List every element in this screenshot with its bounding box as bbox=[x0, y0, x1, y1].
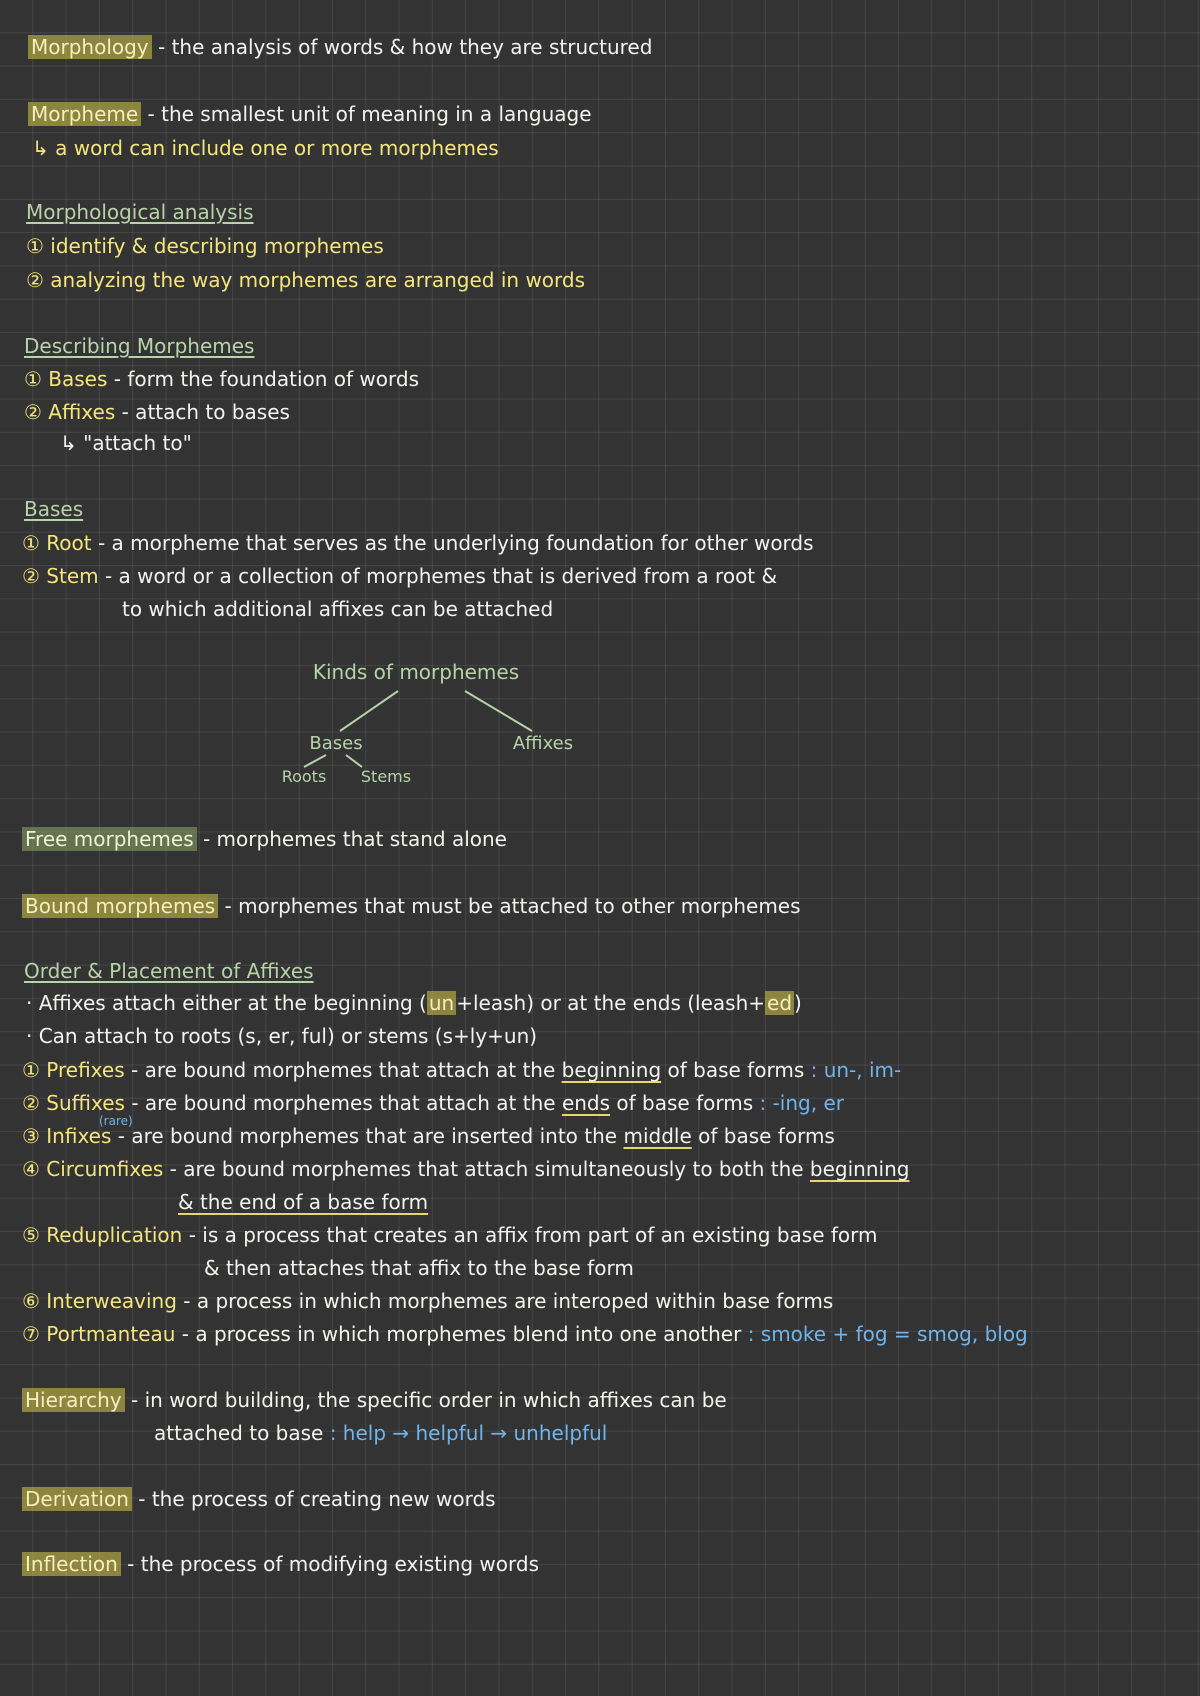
def-stem: - a word or a collection of morphemes that is derived from a root & bbox=[104, 564, 778, 588]
interweaving-line bbox=[22, 1288, 833, 1314]
heading-describing-morphemes: Describing Morphemes bbox=[24, 334, 255, 358]
example-ed: ed bbox=[767, 991, 793, 1015]
describing-note: ↳ "attach to" bbox=[60, 431, 192, 455]
underline-ends: ends bbox=[561, 1091, 611, 1115]
example-prefixes: : un-, im- bbox=[810, 1058, 902, 1082]
inflection-line bbox=[22, 1551, 539, 1577]
bases-root bbox=[22, 530, 814, 556]
suffixes-line bbox=[22, 1090, 844, 1116]
def-infixes-a: - are bound morphemes that are inserted into the bbox=[117, 1124, 624, 1148]
bases-stem bbox=[22, 563, 777, 589]
tree-edge-roots bbox=[304, 755, 326, 767]
def-hierarchy-2: attached to base bbox=[154, 1421, 324, 1445]
morpheme-note: ↳ a word can include one or more morphemes bbox=[32, 136, 499, 160]
term-interweaving: ⑥ Interweaving bbox=[22, 1289, 177, 1313]
def-root: - a morpheme that serves as the underlying foundation for other words bbox=[97, 531, 814, 555]
reduplication-continued: & then attaches that affix to the base form bbox=[204, 1256, 634, 1280]
reduplication-line bbox=[22, 1222, 878, 1248]
tree-edge-bases bbox=[340, 691, 398, 731]
example-un: un bbox=[428, 991, 455, 1015]
term-bound-morphemes: Bound morphemes bbox=[22, 894, 218, 918]
term-prefixes: ① Prefixes bbox=[22, 1058, 125, 1082]
bound-morphemes-line bbox=[22, 893, 801, 919]
term-infixes: ③ Infixes bbox=[22, 1124, 112, 1148]
kinds-of-morphemes-diagram bbox=[260, 655, 600, 795]
term-hierarchy: Hierarchy bbox=[22, 1388, 125, 1412]
example-portmanteau: : smoke + fog = smog, blog bbox=[747, 1322, 1028, 1346]
morpheme-line bbox=[28, 101, 592, 127]
term-root: ① Root bbox=[22, 531, 92, 555]
infixes-rare-note: (rare) bbox=[99, 1114, 133, 1128]
tree-affixes-label: Affixes bbox=[512, 733, 574, 754]
underline-circumfix-beginning: beginning bbox=[809, 1157, 910, 1181]
hierarchy-line bbox=[22, 1387, 727, 1413]
order-bullet-2: · Can attach to roots (s, er, ful) or stems (s+ly+un) bbox=[26, 1024, 538, 1048]
def-prefixes-a: - are bound morphemes that attach at the bbox=[131, 1058, 562, 1082]
def-suffixes-b: of base forms bbox=[610, 1091, 754, 1115]
underline-beginning: beginning bbox=[561, 1058, 662, 1082]
tree-edge-stems bbox=[346, 755, 362, 767]
order-b1-text-c: ) bbox=[794, 991, 802, 1015]
def-inflection: - the process of modifying existing words bbox=[127, 1552, 540, 1576]
prefixes-line bbox=[22, 1057, 901, 1083]
def-circumfixes-a: - are bound morphemes that attach simultaneously to both the bbox=[169, 1157, 810, 1181]
def-bound-morphemes: - morphemes that must be attached to other morphemes bbox=[224, 894, 801, 918]
order-b1-text-a: · Affixes attach either at the beginning ( bbox=[26, 991, 427, 1015]
term-affixes: ② Affixes bbox=[24, 400, 116, 424]
def-free-morphemes: - morphemes that stand alone bbox=[202, 827, 507, 851]
def-morphology: - the analysis of words & how they are structured bbox=[158, 35, 653, 59]
term-reduplication: ⑤ Reduplication bbox=[22, 1223, 183, 1247]
infixes-line bbox=[22, 1123, 835, 1149]
order-bullet-1 bbox=[26, 990, 802, 1016]
underline-middle: middle bbox=[623, 1124, 692, 1148]
underline-end-of-base: & the end of a base form bbox=[178, 1190, 429, 1214]
term-circumfixes: ④ Circumfixes bbox=[22, 1157, 164, 1181]
tree-stems-label: Stems bbox=[360, 767, 412, 786]
tree-root-label: Kinds of morphemes bbox=[312, 660, 520, 684]
circumfixes-line bbox=[22, 1156, 909, 1182]
order-b1-text-b: +leash) or at the ends (leash+ bbox=[456, 991, 766, 1015]
free-morphemes-line bbox=[22, 826, 507, 852]
term-inflection: Inflection bbox=[22, 1552, 121, 1576]
hierarchy-continued bbox=[154, 1420, 607, 1446]
tree-roots-label: Roots bbox=[281, 767, 327, 786]
def-derivation: - the process of creating new words bbox=[138, 1487, 496, 1511]
def-portmanteau: - a process in which morphemes blend into one another bbox=[181, 1322, 742, 1346]
def-affixes: - attach to bases bbox=[121, 400, 290, 424]
def-infixes-b: of base forms bbox=[691, 1124, 835, 1148]
example-hierarchy: : help → helpful → unhelpful bbox=[329, 1421, 608, 1445]
describing-item-1 bbox=[24, 366, 419, 392]
tree-edge-affixes bbox=[465, 691, 532, 731]
analysis-item-1: ① identify & describing morphemes bbox=[26, 234, 384, 258]
tree-bases-label: Bases bbox=[309, 733, 363, 754]
circumfixes-continued bbox=[178, 1189, 428, 1215]
term-stem: ② Stem bbox=[22, 564, 99, 588]
term-bases: ① Bases bbox=[24, 367, 108, 391]
heading-bases: Bases bbox=[24, 497, 84, 521]
def-suffixes-a: - are bound morphemes that attach at the bbox=[131, 1091, 562, 1115]
def-prefixes-b: of base forms bbox=[661, 1058, 805, 1082]
def-stem-continued: to which additional affixes can be attached bbox=[122, 597, 554, 621]
def-morpheme: - the smallest unit of meaning in a language bbox=[147, 102, 592, 126]
analysis-item-2: ② analyzing the way morphemes are arranged in words bbox=[26, 268, 586, 292]
portmanteau-line bbox=[22, 1321, 1028, 1347]
morphology-line bbox=[28, 34, 652, 60]
def-hierarchy: - in word building, the specific order in which affixes can be bbox=[131, 1388, 727, 1412]
describing-item-2 bbox=[24, 399, 290, 425]
term-morpheme: Morpheme bbox=[28, 102, 141, 126]
def-interweaving: - a process in which morphemes are interoped within base forms bbox=[183, 1289, 834, 1313]
heading-order-placement: Order & Placement of Affixes bbox=[24, 959, 314, 983]
term-free-morphemes: Free morphemes bbox=[22, 827, 197, 851]
def-bases: - form the foundation of words bbox=[113, 367, 419, 391]
term-derivation: Derivation bbox=[22, 1487, 132, 1511]
heading-morphological-analysis: Morphological analysis bbox=[26, 200, 254, 224]
term-suffixes: ② Suffixes bbox=[22, 1091, 125, 1115]
def-reduplication: - is a process that creates an affix from part of an existing base form bbox=[188, 1223, 878, 1247]
term-portmanteau: ⑦ Portmanteau bbox=[22, 1322, 176, 1346]
example-suffixes: : -ing, er bbox=[759, 1091, 844, 1115]
term-morphology: Morphology bbox=[28, 35, 152, 59]
derivation-line bbox=[22, 1486, 496, 1512]
